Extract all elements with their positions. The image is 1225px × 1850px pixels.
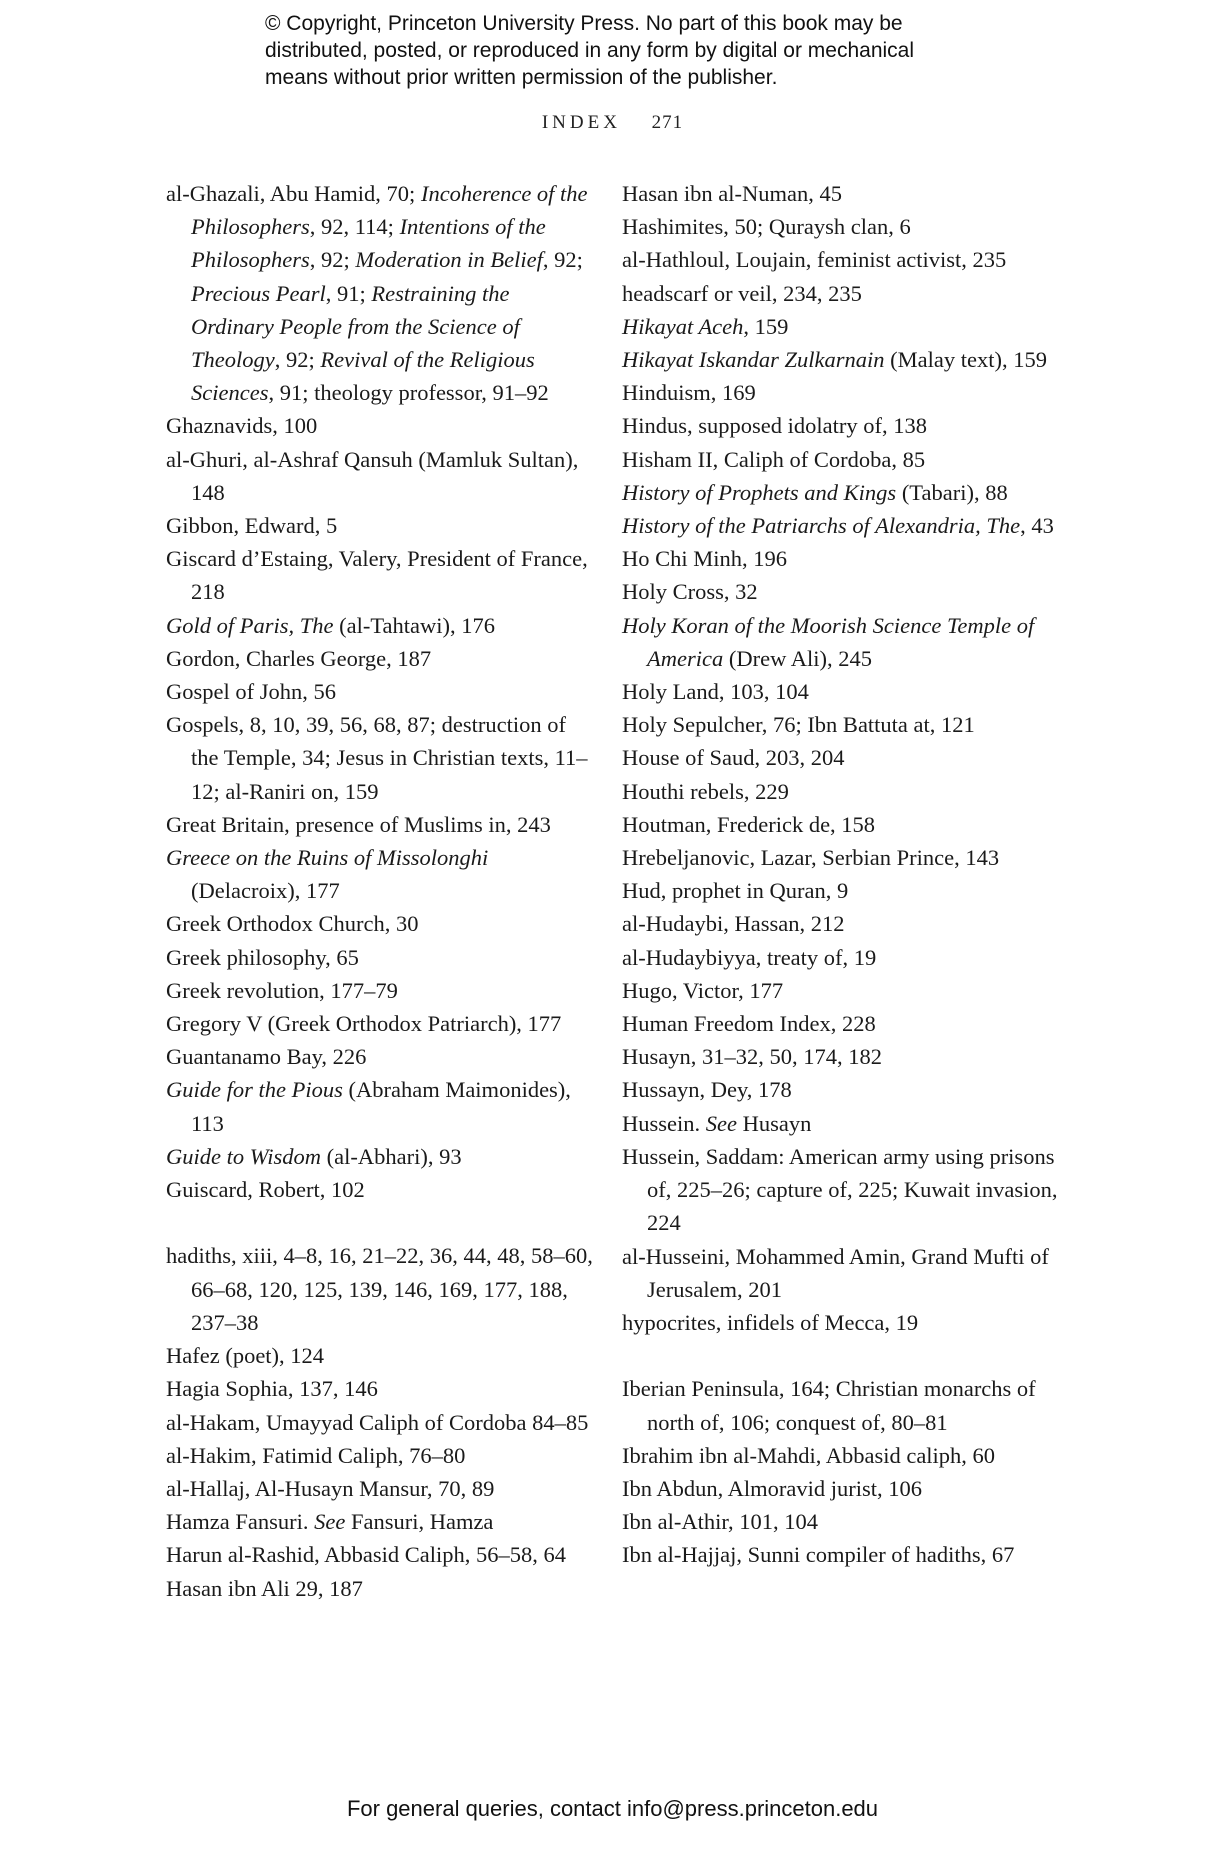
index-entry: al-Ghazali, Abu Hamid, 70; Incoherence of the Philosophers, 92, 114; Intentions of the Philosophers, 92; Moderation in Belief, 92; Precious Pearl, 91; Restraining the Ordinary People from the Science of Theology, 92; Revival of the Religious Sciences, 91; theology professor, 91–92 — [166, 181, 588, 406]
index-entry: Ibrahim ibn al-Mahdi, Abbasid caliph, 60 — [622, 1442, 996, 1468]
index-entry: Holy Cross, 32 — [622, 579, 758, 605]
index-entry: al-Husseini, Mohammed Amin, Grand Mufti of Jerusalem, 201 — [622, 1243, 1049, 1302]
index-entry: Guide for the Pious (Abraham Maimonides), 113 — [166, 1077, 571, 1136]
running-head — [0, 112, 1225, 134]
index-entry: Gospels, 8, 10, 39, 56, 68, 87; destruction of the Temple, 34; Jesus in Christian texts, 11–12; al-Raniri on, 159 — [166, 712, 588, 804]
index-entry: House of Saud, 203, 204 — [622, 745, 845, 771]
index-column-right — [622, 177, 1062, 1572]
index-entry: Hamza Fansuri. See Fansuri, Hamza — [166, 1509, 494, 1535]
index-entry: hypocrites, infidels of Mecca, 19 — [622, 1309, 919, 1335]
index-entry: Gregory V (Greek Orthodox Patriarch), 177 — [166, 1011, 562, 1037]
index-column-left — [166, 177, 594, 1605]
index-entry: Hasan ibn Ali 29, 187 — [166, 1575, 363, 1601]
index-entry: Human Freedom Index, 228 — [622, 1011, 876, 1037]
index-entry: al-Hakam, Umayyad Caliph of Cordoba 84–85 — [166, 1409, 589, 1435]
index-entry: Iberian Peninsula, 164; Christian monarchs of north of, 106; conquest of, 80–81 — [622, 1376, 1036, 1435]
index-entry: Houtman, Frederick de, 158 — [622, 811, 876, 837]
index-entry: Houthi rebels, 229 — [622, 778, 789, 804]
index-entry: Gold of Paris, The (al-Tahtawi), 176 — [166, 612, 496, 638]
section-title: INDEX — [541, 112, 621, 133]
index-entry: Hugo, Victor, 177 — [622, 977, 784, 1003]
index-entry: Guiscard, Robert, 102 — [166, 1177, 365, 1203]
index-entry: Giscard d’Estaing, Valery, President of France, 218 — [166, 546, 588, 605]
index-entry: Harun al-Rashid, Abbasid Caliph, 56–58, 64 — [166, 1542, 566, 1568]
index-entry: Gibbon, Edward, 5 — [166, 513, 338, 539]
copyright-notice — [265, 10, 1025, 91]
index-entry: al-Hathloul, Loujain, feminist activist, 235 — [622, 247, 1007, 273]
index-entry: Hafez (poet), 124 — [166, 1343, 325, 1369]
index-entry: Ibn al-Athir, 101, 104 — [622, 1509, 818, 1535]
index-entry: Hrebeljanovic, Lazar, Serbian Prince, 143 — [622, 845, 1000, 871]
copyright-line: © Copyright, Princeton University Press. No part of this book may be — [265, 12, 903, 35]
index-entry: Gospel of John, 56 — [166, 679, 336, 705]
index-entry: Hussein. See Husayn — [622, 1110, 812, 1136]
copyright-line: distributed, posted, or reproduced in any form by digital or mechanical — [265, 39, 915, 62]
index-entry: Great Britain, presence of Muslims in, 243 — [166, 811, 551, 837]
index-entry: Greek Orthodox Church, 30 — [166, 911, 419, 937]
footer-contact: For general queries, contact info@press.princeton.edu — [346, 1796, 879, 1821]
index-entry: al-Hudaybiyya, treaty of, 19 — [622, 944, 877, 970]
index-entry: Hikayat Aceh, 159 — [622, 313, 789, 339]
index-entry: Gordon, Charles George, 187 — [166, 645, 432, 671]
index-entry: Hindus, supposed idolatry of, 138 — [622, 413, 927, 439]
index-entry: Hasan ibn al-Numan, 45 — [622, 181, 842, 206]
index-entry: Ibn al-Hajjaj, Sunni compiler of hadiths, 67 — [622, 1542, 1015, 1568]
index-entry: Ibn Abdun, Almoravid jurist, 106 — [622, 1475, 922, 1501]
index-entry: Hussayn, Dey, 178 — [622, 1077, 792, 1103]
index-entry: Holy Sepulcher, 76; Ibn Battuta at, 121 — [622, 712, 975, 738]
index-entry: Hud, prophet in Quran, 9 — [622, 878, 849, 904]
index-entry: hadiths, xiii, 4–8, 16, 21–22, 36, 44, 48, 58–60, 66–68, 120, 125, 139, 146, 169, 177, 188, 237–38 — [166, 1243, 593, 1335]
index-entry: History of Prophets and Kings (Tabari), 88 — [622, 479, 1008, 505]
index-entry: al-Hakim, Fatimid Caliph, 76–80 — [166, 1442, 466, 1468]
index-entry: Hisham II, Caliph of Cordoba, 85 — [622, 446, 926, 472]
index-entry: Greek philosophy, 65 — [166, 944, 359, 970]
index-entry: Greek revolution, 177–79 — [166, 977, 398, 1003]
index-entry: Hinduism, 169 — [622, 380, 756, 406]
index-entry: Guide to Wisdom (al-Abhari), 93 — [166, 1143, 462, 1169]
index-entry: al-Ghuri, al-Ashraf Qansuh (Mamluk Sultan), 148 — [166, 446, 579, 505]
index-entry: Guantanamo Bay, 226 — [166, 1044, 367, 1070]
index-entry: al-Hallaj, Al-Husayn Mansur, 70, 89 — [166, 1475, 495, 1501]
index-entry: Holy Koran of the Moorish Science Temple of America (Drew Ali), 245 — [622, 612, 1035, 671]
index-entry: Husayn, 31–32, 50, 174, 182 — [622, 1044, 882, 1070]
index-entry: headscarf or veil, 234, 235 — [622, 280, 862, 306]
index-entry: Holy Land, 103, 104 — [622, 679, 809, 705]
index-entry: Hussein, Saddam: American army using prisons of, 225–26; capture of, 225; Kuwait invasion, 224 — [622, 1143, 1058, 1236]
page-number: 271 — [651, 112, 684, 133]
index-entry: Ghaznavids, 100 — [166, 413, 318, 439]
index-entry: Hashimites, 50; Quraysh clan, 6 — [622, 214, 911, 240]
index-entry: al-Hudaybi, Hassan, 212 — [622, 911, 845, 937]
index-entry: Greece on the Ruins of Missolonghi (Delacroix), 177 — [166, 845, 489, 904]
index-entry: Ho Chi Minh, 196 — [622, 546, 788, 572]
copyright-line: means without prior written permission of the publisher. — [265, 66, 778, 89]
index-entry: History of the Patriarchs of Alexandria, The, 43 — [622, 513, 1054, 539]
index-entry: Hagia Sophia, 137, 146 — [166, 1376, 378, 1402]
index-entry: Hikayat Iskandar Zulkarnain (Malay text), 159 — [622, 347, 1047, 373]
